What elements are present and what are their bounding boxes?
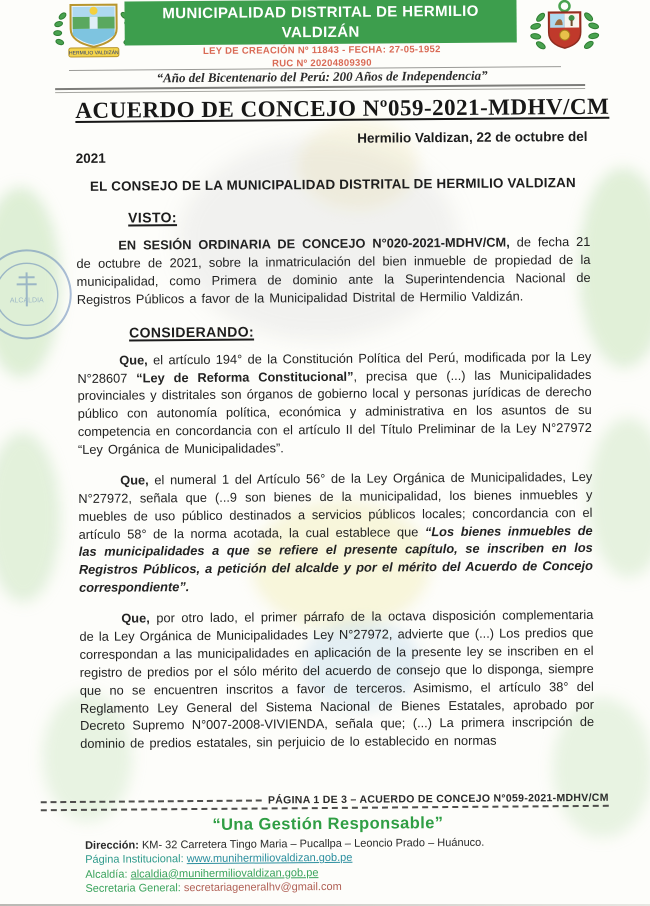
secretary-label: Secretaria General:	[85, 882, 184, 895]
dashed-leader	[41, 800, 262, 804]
para3-body: por otro lado, el primer párrafo de la octava disposición complementaria de la Ley Orgánica de Municipalidades Ley N°27972, advierte que (...) Los predios que correspondan a las municipalidades en aplicación de la presente ley se inscriben en el registro de predios por el sólo mérito del acuerdo de consejo que lo disponga, siempre que no se encuentren inscritos a favor de terceros. Asimismo, el artículo 38° del Reglamento Ley General del Sistema Nacional de Bienes Estatales, aprobado por Decreto Supremo N°007-2008-VIVIENDA, señala que; (...) La primera inscripción de dominio de predios estatales, sin perjuicio de lo establecido en normas	[79, 606, 595, 752]
secretary-email: secretariageneralhv@gmail.com	[183, 880, 342, 895]
stamp-text: ALCALDIA	[9, 297, 44, 305]
considerando-paragraph-1	[77, 348, 592, 459]
para1-lead: Que,	[119, 352, 148, 368]
para1-bold-segment: “Ley de Reforma Constitucional”	[136, 368, 354, 386]
visto-paragraph	[76, 233, 591, 309]
visto-lead: EN SESIÓN ORDINARIA DE CONCEJO N°020-2021-MDHV/CM,	[118, 234, 510, 253]
dateline-year: 2021	[75, 150, 106, 166]
document-body	[75, 92, 610, 766]
para2-quote: “Los bienes inmuebles de las municipalidades a que se refiere el presente capítulo, se inscriben en los Registros Públicos, a petición del alcalde y por el mérito del Acuerdo de Concejo correspondiente”.	[78, 522, 593, 596]
municipality-name: MUNICIPALIDAD DISTRITAL DE HERMILIO VALDIZÁN	[162, 2, 479, 41]
bicentennial-motto: “Año del Bicentenario del Perú: 200 Años de Independencia”	[156, 67, 488, 86]
para1-tail: , precisa que (...) las Municipalidades provinciales y distritales son órganos de gobierno local y personas jurídicas de derecho público con autonomía política, económica y administrativa en los asuntos de su competencia en concordancia con el artículo II del Título Preliminar de la Ley N°27972 “Ley Orgánica de Municipalidades”.	[77, 366, 592, 458]
address-label: Dirección:	[85, 839, 139, 852]
page-footer-text: PÁGINA 1 DE 3 – ACUERDO DE CONCEJO N°059-2021-MDHV/CM	[267, 791, 609, 807]
municipality-banner	[124, 0, 516, 46]
dateline: Hermilio Valdizan, 22 de octubre del	[357, 128, 588, 146]
ruc-line: RUC Nº 20204809390	[272, 57, 372, 70]
leaf-watermark	[588, 417, 650, 578]
para3-lead: Que,	[121, 610, 150, 626]
address-value: KM- 32 Carretera Tingo Maria – Pucallpa – Leoncio Prado – Huánuco.	[138, 836, 485, 852]
page-footer-rule	[41, 792, 609, 811]
considerando-paragraph-3	[79, 606, 594, 753]
letterhead-footer	[3, 812, 650, 896]
considerando-paragraph-2	[78, 468, 593, 597]
round-stamp-icon	[0, 244, 83, 350]
creation-law-line: LEY DE CREACIÓN Nº 11843 - FECHA: 27-05-1952	[202, 44, 441, 57]
mayor-label: Alcaldía:	[85, 868, 131, 881]
mayor-email-link[interactable]: alcaldia@munihermiliovaldizan.gob.pe	[130, 866, 319, 881]
leaf-watermark	[0, 432, 61, 603]
contact-block	[85, 834, 650, 896]
council-line: EL CONSEJO DE LA MUNICIPALIDAD DISTRITAL DE HERMILIO VALDIZAN	[89, 175, 576, 194]
website-link[interactable]: www.munihermiliovaldizan.gob.pe	[186, 852, 353, 866]
document-title: ACUERDO DE CONCEJO Nº059-2021-MDHV/CM	[75, 93, 610, 123]
crest-ribbon-caption: HERMILIO VALDIZÁN	[69, 50, 119, 57]
slogan: “Una Gestión Responsable”	[212, 814, 444, 834]
para2-lead: Que,	[120, 472, 149, 488]
visto-heading: VISTO:	[128, 209, 178, 226]
considerando-heading: CONSIDERANDO:	[128, 323, 255, 341]
visto-rest: de fecha 21 de octubre de 2021, sobre la inmatriculación del bien inmueble de propiedad de la municipalidad, como Primera de dominio ante la Superintendencia Nacional de Registros Públicos a favor de la Municipalidad Distrital de Hermilio Valdizán.	[76, 233, 591, 307]
para1-body: el artículo 194° de la Constitución Política del Perú, modificada por la Ley N°28607	[77, 348, 592, 386]
website-label: Página Institucional:	[85, 853, 187, 867]
para2-body: el numeral 1 del Artículo 56° de la Ley Orgánica de Municipalidades, Ley N°27972, señala que (...9 son bienes de la municipalidad, los bienes inmuebles y muebles de uso público destinados a servicios públicos locales; concordancia con el artículo 58° de la norma acotada, la cual establece que	[78, 468, 593, 542]
